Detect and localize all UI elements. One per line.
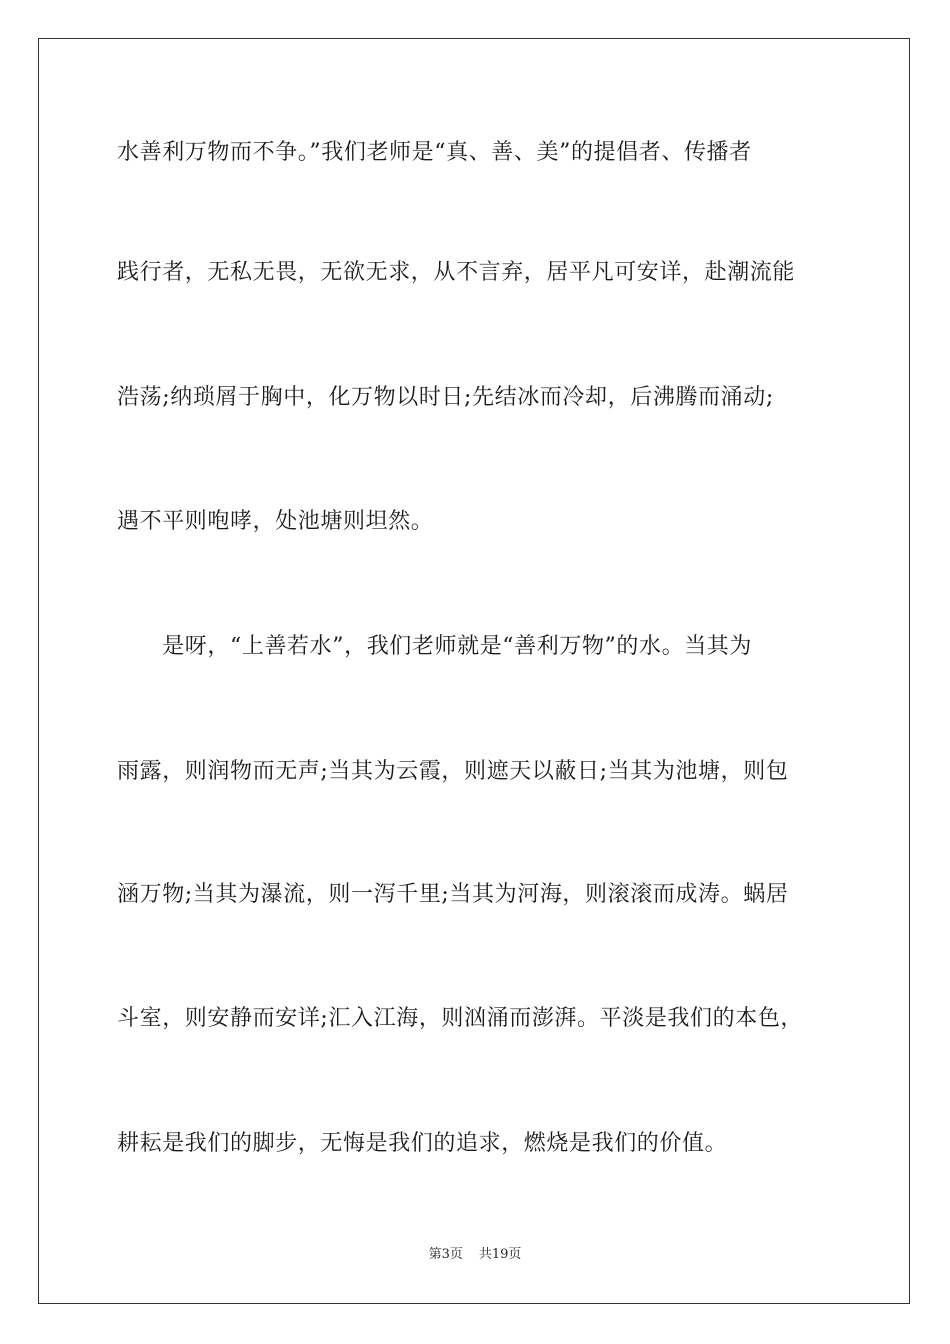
- paragraph-line: 斗室，则安静而安详;汇入江海，则汹涌而澎湃。平淡是我们的本色，: [117, 1006, 804, 1031]
- page-frame: [38, 38, 910, 1304]
- paragraph-line: 遇不平则咆哮，处池塘则坦然。: [117, 509, 434, 534]
- page-number: 第3页: [428, 1247, 463, 1262]
- paragraph-line: 耕耘是我们的脚步，无悔是我们的追求，燃烧是我们的价值。: [117, 1131, 728, 1156]
- paragraph-line: 涵万物;当其为瀑流，则一泻千里;当其为河海，则滚滚而成涛。蜗居: [117, 882, 789, 907]
- paragraph-line: 浩荡;纳琐屑于胸中，化万物以时日;先结冰而冷却，后沸腾而涌动;: [117, 385, 774, 410]
- paragraph-line: 雨露，则润物而无声;当其为云霞，则遮天以蔽日;当其为池塘，则包: [117, 759, 789, 784]
- paragraph-line: 是呀，“上善若水”，我们老师就是“善利万物”的水。当其为: [117, 634, 752, 659]
- paragraph-line: 水善利万物而不争。”我们老师是“真、善、美”的提倡者、传播者: [117, 140, 752, 165]
- page-footer: [0, 1246, 950, 1264]
- paragraph-line: 践行者，无私无畏，无欲无求，从不言弃，居平凡可安详，赴潮流能: [117, 260, 796, 285]
- page-total: 共19页: [478, 1247, 522, 1262]
